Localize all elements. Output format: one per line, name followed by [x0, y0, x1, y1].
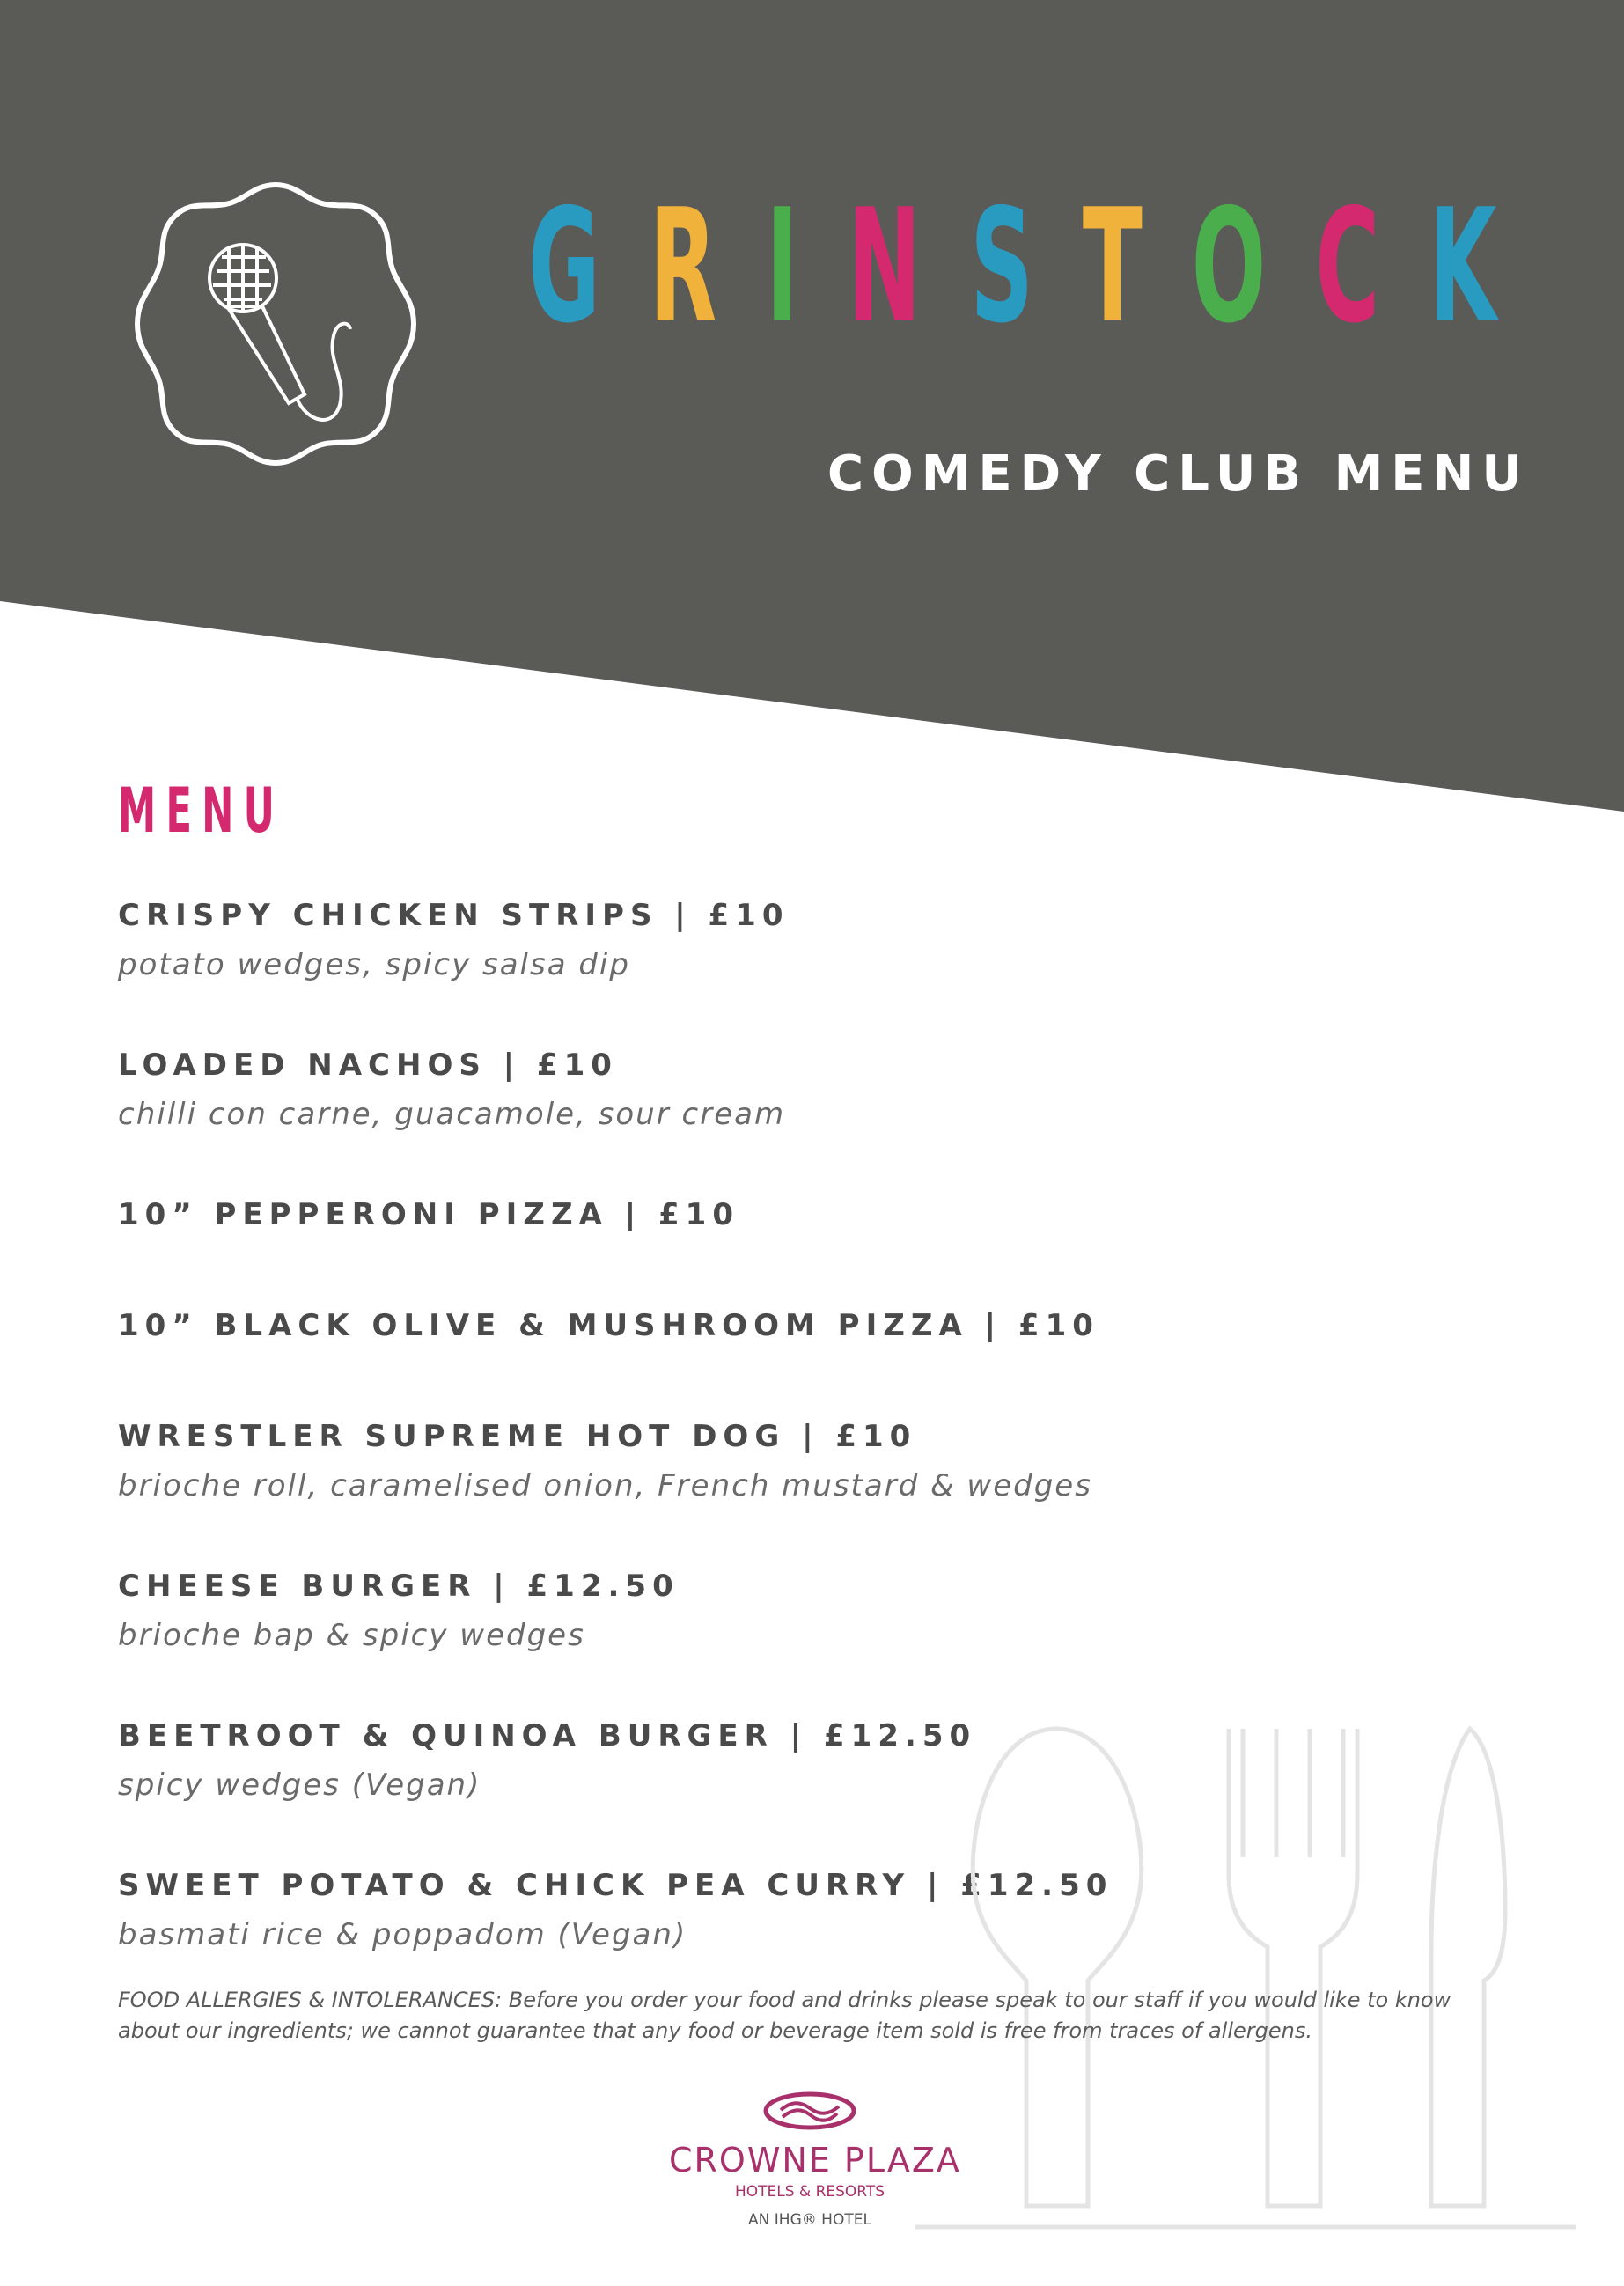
- brand-title: [528, 175, 1497, 357]
- brand-letter: T: [1082, 175, 1143, 357]
- brand-letter: I: [766, 175, 799, 357]
- crowne-plaza-logo-icon: [761, 2091, 858, 2131]
- allergy-notice: FOOD ALLERGIES & INTOLERANCES: Before you order your food and drinks please speak to our staff if you would like to know about our ingredients; we cannot guarantee that any food or beverage item sold is free from traces of allergens.: [118, 1988, 1451, 2043]
- menu-item: [118, 898, 790, 982]
- menu-item: [118, 1419, 1092, 1503]
- menu-item-name: LOADED NACHOS | £10: [118, 1047, 618, 1083]
- menu-item-description: potato wedges, spicy salsa dip: [118, 947, 630, 982]
- brand-letter: O: [1191, 175, 1267, 357]
- cutlery-icon: [915, 1716, 1584, 2245]
- brand-name: CROWNE PLAZA: [669, 2141, 961, 2179]
- brand-letter: C: [1315, 175, 1380, 357]
- menu-item-name: BEETROOT & QUINOA BURGER | £12.50: [118, 1718, 977, 1753]
- menu-item: [118, 1718, 976, 1803]
- menu-item: [118, 1569, 680, 1653]
- menu-item-description: basmati rice & poppadom (Vegan): [118, 1917, 687, 1952]
- menu-item-name: 10” BLACK OLIVE & MUSHROOM PIZZA | £10: [118, 1308, 1099, 1343]
- microphone-icon: [130, 174, 421, 474]
- menu-item-name: 10” PEPPERONI PIZZA | £10: [118, 1197, 739, 1232]
- brand-tagline: HOTELS & RESORTS: [734, 2183, 885, 2201]
- menu-item-name: SWEET POTATO & CHICK PEA CURRY | £12.50: [118, 1868, 1113, 1903]
- menu-item: [118, 1308, 1099, 1343]
- brand-letter: G: [528, 175, 600, 357]
- brand-letter: K: [1429, 175, 1497, 357]
- brand-letter: N: [848, 175, 922, 357]
- menu-item-name: WRESTLER SUPREME HOT DOG | £10: [118, 1419, 917, 1454]
- brand-letter: S: [970, 175, 1034, 357]
- menu-item-description: spicy wedges (Vegan): [118, 1768, 481, 1803]
- menu-item: [118, 1197, 739, 1232]
- menu-item-name: CHEESE BURGER | £12.50: [118, 1569, 680, 1604]
- menu-heading: MENU: [118, 775, 285, 847]
- menu-item: [118, 1047, 785, 1132]
- crowne-plaza-logo: [669, 2091, 961, 2231]
- page-subtitle: COMEDY CLUB MENU: [827, 445, 1530, 503]
- menu-item-description: brioche bap & spicy wedges: [118, 1618, 585, 1653]
- menu-item-name: CRISPY CHICKEN STRIPS | £10: [118, 898, 790, 933]
- menu-item-description: brioche roll, caramelised onion, French mustard & wedges: [118, 1468, 1092, 1503]
- menu-item-description: chilli con carne, guacamole, sour cream: [118, 1097, 786, 1132]
- brand-parent: AN IHG® HOTEL: [748, 2211, 871, 2229]
- brand-letter: R: [649, 175, 717, 357]
